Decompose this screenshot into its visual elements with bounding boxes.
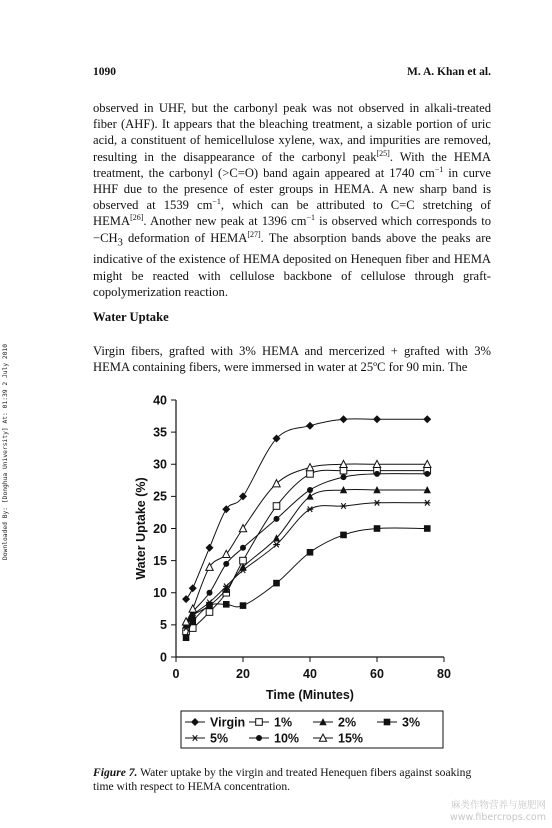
- y-tick-label: 0: [160, 650, 167, 665]
- reference-27[interactable]: [27]: [247, 229, 261, 239]
- legend-marker: [256, 719, 263, 726]
- body-paragraph-2: Virgin fibers, grafted with 3% HEMA and mercerized + grafted with 3% HEMA containing fibers, were immersed in water at 25ºC for 90 min. The: [93, 344, 491, 375]
- x-tick-label: 80: [437, 667, 451, 681]
- legend-label: Virgin: [210, 715, 246, 730]
- series-line-3: [186, 528, 427, 638]
- x-tick-label: 60: [370, 667, 384, 681]
- data-point: [189, 584, 197, 592]
- data-point: [182, 595, 190, 603]
- marker-shape: [256, 719, 263, 726]
- marker-shape: [307, 487, 313, 493]
- marker-shape: [206, 609, 213, 616]
- data-point: [206, 544, 214, 552]
- marker-shape: [307, 471, 314, 478]
- legend-label: 3%: [402, 715, 421, 730]
- figure-caption: [93, 766, 491, 795]
- marker-shape: [273, 503, 280, 510]
- reference-25[interactable]: [25]: [376, 148, 390, 158]
- marker-shape: [274, 516, 280, 522]
- data-point: [307, 471, 314, 478]
- data-point: [207, 590, 213, 596]
- marker-shape: [340, 503, 347, 509]
- y-tick-label: 15: [153, 553, 167, 568]
- data-point: [341, 474, 347, 480]
- legend-label: 2%: [338, 715, 357, 730]
- data-point: [274, 516, 280, 522]
- data-point: [424, 471, 430, 477]
- marker-shape: [384, 719, 391, 726]
- x-tick-label: 40: [303, 667, 317, 681]
- data-point: [206, 609, 213, 616]
- marker-shape: [341, 474, 347, 480]
- series-line-4: [186, 503, 427, 629]
- water-uptake-chart: [128, 384, 454, 758]
- legend-label: 15%: [338, 731, 364, 746]
- marker-shape: [189, 584, 197, 592]
- data-point: [424, 500, 431, 506]
- data-point: [240, 602, 247, 609]
- data-point: [423, 415, 431, 423]
- marker-shape: [207, 590, 213, 596]
- watermark: [450, 800, 546, 824]
- data-point: [240, 545, 246, 551]
- marker-shape: [424, 525, 431, 532]
- figure-label: Figure 7.: [93, 766, 138, 779]
- marker-shape: [240, 545, 246, 551]
- marker-shape: [206, 602, 213, 609]
- data-point: [424, 525, 431, 532]
- text-run: is observed which corresponds to −CH: [93, 214, 491, 245]
- data-point: [307, 487, 313, 493]
- legend-label: 1%: [274, 715, 293, 730]
- marker-shape: [374, 500, 381, 506]
- marker-shape: [273, 580, 280, 587]
- superscript: −1: [212, 197, 221, 207]
- data-point: [374, 525, 381, 532]
- marker-shape: [424, 471, 430, 477]
- subscript: 3: [117, 237, 123, 249]
- text-run: . Another new peak at 1396 cm: [143, 214, 307, 229]
- legend-marker: [384, 719, 391, 726]
- page-number: 1090: [93, 66, 116, 78]
- data-point: [306, 492, 313, 499]
- superscript: −1: [434, 164, 444, 174]
- marker-shape: [223, 561, 229, 567]
- text-run: observed in UHF, but the carbonyl peak was not observed in alkali-treated fiber (AHF). It appears that the bleaching treatment, a sizable portion of uric acid, a constituent of hemicellulose xylene, wax, and impurities are removed, resulting in the disappearance of the carbonyl peak: [93, 101, 491, 164]
- marker-shape: [182, 595, 190, 603]
- data-point: [340, 503, 347, 509]
- data-point: [307, 549, 314, 556]
- marker-shape: [306, 492, 313, 499]
- y-tick-label: 10: [153, 586, 167, 601]
- marker-shape: [340, 532, 347, 539]
- superscript: −1: [306, 213, 315, 223]
- data-point: [273, 503, 280, 510]
- marker-shape: [374, 471, 380, 477]
- y-tick-label: 20: [153, 521, 167, 536]
- marker-shape: [183, 634, 190, 641]
- text-run: . With the HEMA treatment, the carbonyl (>C=O) band again appeared at 1740 cm: [93, 149, 492, 180]
- marker-shape: [424, 500, 431, 506]
- reference-26[interactable]: [26]: [130, 213, 144, 223]
- data-point: [340, 532, 347, 539]
- running-authors: M. A. Khan et al.: [406, 66, 491, 78]
- y-tick-label: 35: [153, 425, 167, 440]
- data-point: [223, 561, 229, 567]
- y-axis-label: Water Uptake (%): [134, 477, 148, 580]
- marker-shape: [239, 525, 246, 532]
- data-point: [223, 601, 230, 608]
- text-run: in curve HHF due to the presence of ester groups in HEMA. A new sharp band is observed at 1539 cm: [93, 165, 491, 213]
- marker-shape: [373, 415, 381, 423]
- marker-shape: [423, 415, 431, 423]
- data-point: [239, 525, 246, 532]
- y-tick-label: 5: [160, 618, 167, 633]
- text-run: , which can be attributed to C=C stretching of HEMA: [93, 198, 491, 229]
- marker-shape: [374, 525, 381, 532]
- data-point: [240, 557, 247, 564]
- download-note: Downloaded By: [Donghua University] At: 01:39 2 July 2010: [2, 343, 9, 560]
- series-line-5: [186, 474, 427, 625]
- data-point: [306, 422, 314, 430]
- data-point: [273, 580, 280, 587]
- marker-shape: [223, 601, 230, 608]
- y-tick-label: 25: [153, 489, 167, 504]
- x-tick-label: 0: [172, 667, 180, 681]
- text-run: . The absorption bands above the peaks are indicative of the existence of HEMA deposited on Henequen fiber and HEMA might be reacted with cellulose backbone of cellulose through graft-copolymerization reaction.: [93, 230, 491, 299]
- data-point: [374, 471, 380, 477]
- legend-marker: [256, 735, 262, 741]
- data-point: [273, 542, 280, 548]
- marker-shape: [240, 557, 247, 564]
- legend-label: 5%: [210, 731, 229, 746]
- data-point: [373, 415, 381, 423]
- body-paragraph-1: [93, 100, 491, 300]
- marker-shape: [307, 549, 314, 556]
- marker-shape: [256, 735, 262, 741]
- y-tick-label: 40: [153, 393, 167, 408]
- marker-shape: [206, 544, 214, 552]
- marker-shape: [340, 467, 347, 474]
- series-line-0: [186, 419, 427, 599]
- marker-shape: [240, 602, 247, 609]
- data-point: [183, 634, 190, 641]
- data-point: [206, 602, 213, 609]
- data-point: [340, 415, 348, 423]
- x-tick-label: 20: [236, 667, 250, 681]
- legend-label: 10%: [274, 731, 300, 746]
- watermark-url: www.fibercrops.com: [449, 812, 546, 823]
- data-point: [374, 500, 381, 506]
- x-axis-label: Time (Minutes): [266, 688, 354, 702]
- y-tick-label: 30: [153, 457, 167, 472]
- series-line-1: [186, 470, 427, 631]
- data-point: [307, 506, 314, 512]
- marker-shape: [306, 422, 314, 430]
- text-run: deformation of HEMA: [122, 230, 248, 245]
- watermark-cn: 麻类作物营养与施肥网: [450, 800, 546, 811]
- data-point: [340, 467, 347, 474]
- marker-shape: [340, 415, 348, 423]
- marker-shape: [307, 506, 314, 512]
- caption-text: Water uptake by the virgin and treated Henequen fibers against soaking time with respect to HEMA concentration.: [93, 766, 472, 794]
- marker-shape: [273, 542, 280, 548]
- section-heading: Water Uptake: [93, 310, 169, 324]
